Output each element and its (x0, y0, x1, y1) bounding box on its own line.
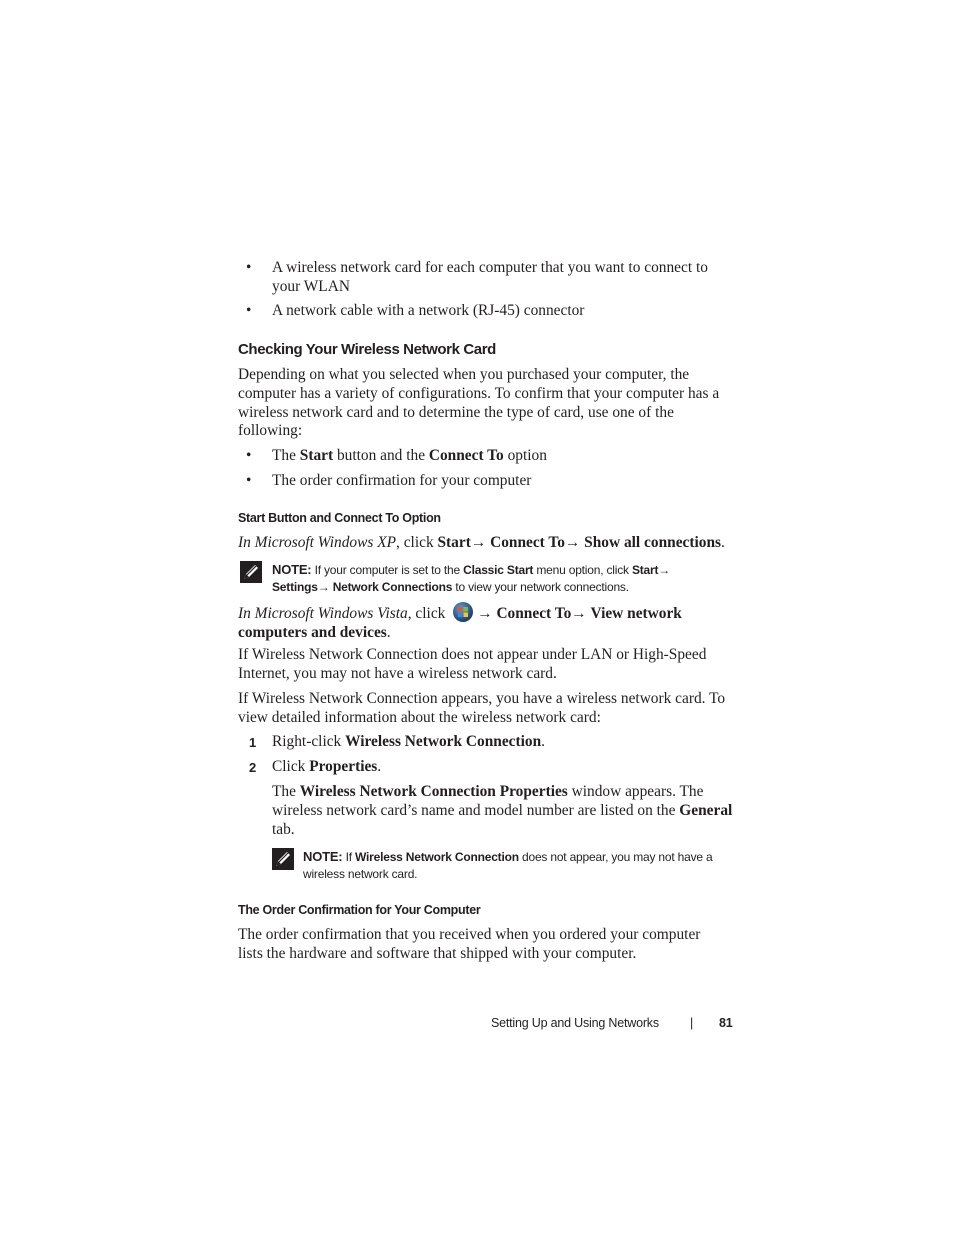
page-number: 81 (719, 1016, 733, 1030)
footer-separator: | (690, 1016, 694, 1030)
paragraph-has-card: If Wireless Network Connection appears, you have a wireless network card. To view detailed information about the wireless network card: (238, 690, 726, 726)
bullet-item: • The Start button and the Connect To option (246, 447, 547, 464)
step2-detail: The Wireless Network Connection Properties window appears. The wireless network card’s name and model number are listed on the General tab. (272, 783, 733, 838)
step-item: 1 Right-click Wireless Network Connection. (249, 733, 546, 750)
bullet-item: • The order confirmation for your computer (246, 472, 532, 489)
subsection-heading: The Order Confirmation for Your Computer (238, 903, 481, 917)
note-pencil-icon (240, 561, 262, 583)
bullet-item: • A wireless network card for each computer that you want to connect to your WLAN (246, 259, 708, 295)
step-item: 2 Click Properties. (249, 758, 382, 775)
intro-paragraph: Depending on what you selected when you purchased your computer, the computer has a variety of configurations. To confirm that your computer has a wireless network card and to determine the type of card, use one of the following: (238, 366, 720, 440)
vista-instruction: In Microsoft Windows Vista, click → Connect To→ View network computers and devices. (238, 602, 738, 643)
bullet-item: • A network cable with a network (RJ-45) connector (246, 302, 585, 319)
footer-chapter-title: Setting Up and Using Networks (491, 1016, 659, 1030)
subsection-heading: Start Button and Connect To Option (238, 511, 441, 525)
xp-instruction: In Microsoft Windows XP, click Start→ Connect To→ Show all connections. (238, 534, 725, 551)
note-pencil-icon (272, 848, 294, 870)
note-classic-start: NOTE: If your computer is set to the Classic Start menu option, click Start→ Settings→ Network Connections to view your network connections. (272, 562, 671, 594)
note-no-connection: NOTE: If Wireless Network Connection does not appear, you may not have a wireless network card. (303, 849, 713, 881)
order-paragraph: The order confirmation that you received when you ordered your computer lists the hardware and software that shipped with your computer. (238, 926, 701, 962)
section-heading: Checking Your Wireless Network Card (238, 341, 496, 358)
windows-start-icon (453, 602, 473, 622)
paragraph-no-card: If Wireless Network Connection does not appear under LAN or High-Speed Internet, you may not have a wireless network card. (238, 646, 707, 682)
